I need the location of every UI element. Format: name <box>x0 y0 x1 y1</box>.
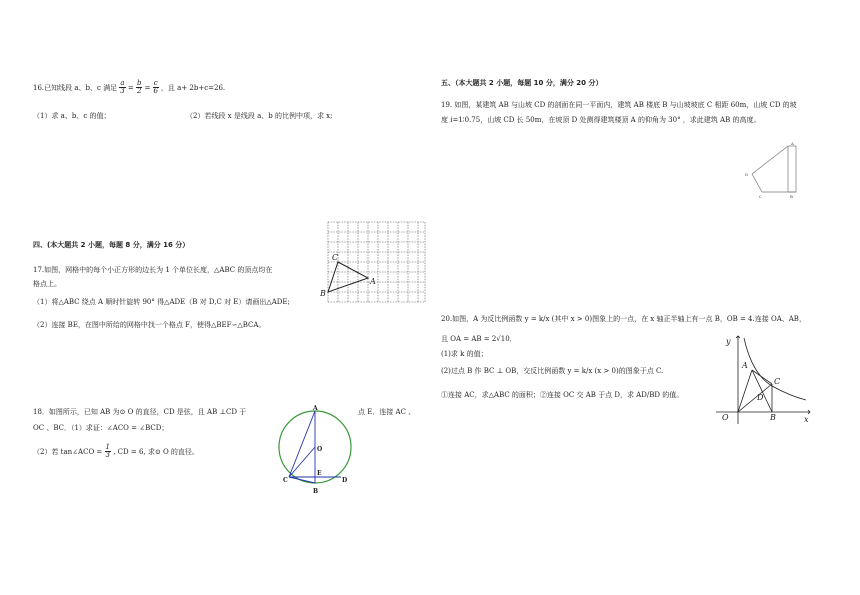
label-x: x <box>804 415 809 424</box>
q18-part2-suffix: , CD = 6, 求⊙ O 的直径。 <box>113 447 199 456</box>
q19-line2: 度 i=1∶0.75，山坡 CD 长 50m，在坡顶 D 处测得建筑楼顶 A 的仰角为 30° ，求此建筑 AB 的高度。 <box>441 116 761 124</box>
label-D: D <box>745 172 749 177</box>
label-A: A <box>370 277 376 286</box>
q19-building-figure <box>740 140 810 202</box>
q16-suffix: ，且 a+ 2b+c=26. <box>160 83 226 92</box>
label-E: E <box>317 470 322 477</box>
label-B: B <box>320 289 326 298</box>
label-A: A <box>742 361 748 370</box>
q20-part3: ①连接 AC，求△ABC 的面积；②连接 OC 交 AB 于点 D，求 AD/BD 的值。 <box>441 391 684 399</box>
label-D: D <box>757 393 764 402</box>
q16-eq2: = <box>144 83 151 92</box>
q16-eq1: = <box>127 83 134 92</box>
q18-line1b: 点 E．连接 AC 、 <box>358 408 416 416</box>
section-4-heading: 四、(本大题共 2 小题，每题 8 分，满分 16 分） <box>33 241 190 249</box>
q18-part2 <box>33 444 199 460</box>
q17-part1: （1）将△ABC 绕点 A 顺时针旋转 90° 得△ADE（B 对 D,C 对 E）请画出△ADE; <box>33 298 290 306</box>
label-C: C <box>759 194 763 199</box>
q17-part2: （2）连接 BE，在图中所给的网格中找一个格点 F，使得△BEF∽△BCA。 <box>33 321 266 329</box>
q17-line2: 格点上。 <box>33 280 61 288</box>
section-5-heading: 五、（本大题共 2 小题，每题 10 分，满分 20 分） <box>441 79 603 87</box>
label-C: C <box>283 477 288 484</box>
q16-frac-b: $\frac{b}{2}$ <box>136 79 142 96</box>
q18-line1a: 18．如图所示，已知 AB 为⊙ O 的直径，CD 是弦，且 AB ⊥CD 于 <box>33 408 247 416</box>
q18-part2-prefix: （2）若 tan∠ACO = <box>33 447 103 456</box>
grid-lines <box>328 222 425 302</box>
q17-line1: 17.如图，网格中的每个小正方形的边长为 1 个单位长度，△ABC 的顶点均在 <box>33 266 273 274</box>
label-A: A <box>313 405 318 412</box>
q18-frac: $\frac{1}{3}$ <box>105 443 110 460</box>
q16-part1: （1）求 a、b、c 的值； <box>33 112 111 120</box>
label-y: y <box>726 337 731 346</box>
label-B: B <box>770 413 776 422</box>
label-D: D <box>342 477 348 484</box>
q20-part1: (1)求 k 的值； <box>441 350 488 358</box>
q20-part2: (2)过点 B 作 BC ⊥ OB，交反比例函数 y = k/x (x > 0)的图象于点 C. <box>441 367 664 375</box>
label-C: C <box>774 377 781 386</box>
q20-function-figure <box>712 334 812 426</box>
q20-line1: 20.如图，A 为反比例函数 y = k/x (其中 x > 0)图象上的一点，在 x 轴正半轴上有一点 B，OB = 4.连接 OA、AB， <box>441 315 806 323</box>
q19-line1: 19. 如图，某建筑 AB 与山坡 CD 的剖面在同一平面内，建筑 AB 楼底 B 与山坡坡底 C 相距 60m，山坡 CD 的坡 <box>441 101 797 109</box>
q16-frac-c: $\frac{c}{6}$ <box>153 79 158 96</box>
label-A: A <box>791 141 794 146</box>
label-O: O <box>317 446 323 453</box>
q16-part2: （2）若线段 x 是线段 a、b 的比例中项，求 x; <box>186 112 333 120</box>
label-B: B <box>313 488 319 495</box>
q16-stem <box>33 80 225 96</box>
label-O: O <box>722 413 729 422</box>
label-C: C <box>332 253 339 262</box>
q16-prefix: 16.已知线段 a、b、c 满足 <box>33 83 118 92</box>
q17-grid-figure <box>320 218 428 306</box>
q20-line2: 且 OA = AB = 2√10． <box>441 335 517 343</box>
q18-circle-figure <box>275 405 355 497</box>
q18-line2: OC 、BC．（1）求证：∠ACO = ∠BCD； <box>33 424 169 432</box>
q16-frac-a: $\frac{a}{3}$ <box>120 79 125 96</box>
label-B: B <box>790 194 793 199</box>
